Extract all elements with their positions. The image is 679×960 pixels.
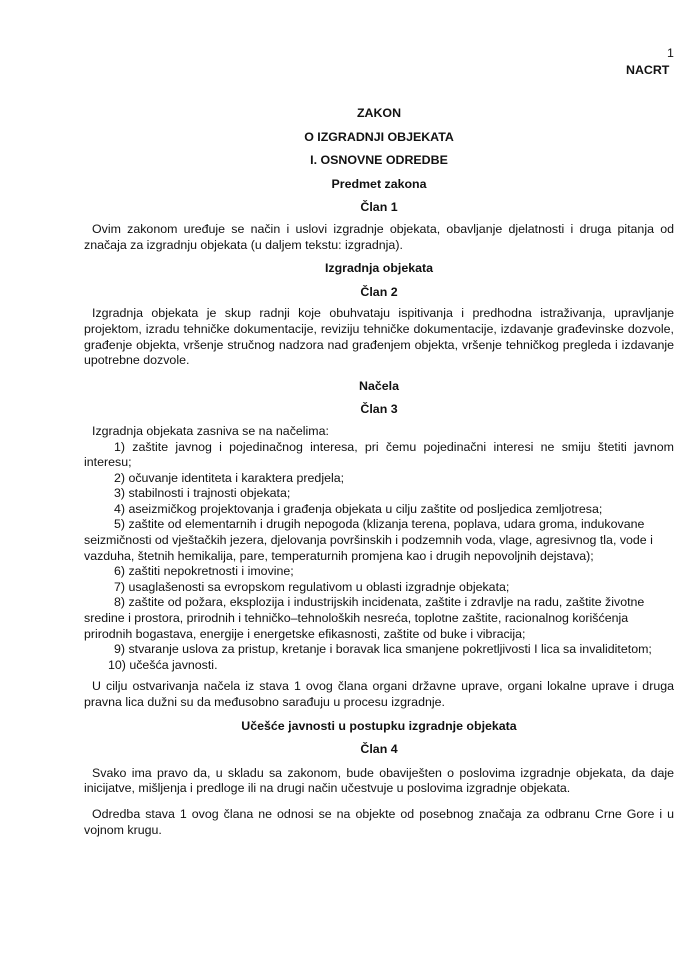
chapter-heading: I. OSNOVNE ODREDBE [310, 153, 448, 168]
article-2-text: Izgradnja objekata je skup radnji koje obuhvataju ispitivanja i predhodna istraživanja, upravljanje projektom, izradu tehničke dokumentacije, reviziju tehničke dokumentacije, izdavanje građevinske dozvole, građenje objekta, vršenje stručnog nadzora nad građenjem objekta, vršenje tehničkog pregleda i izdavanje upotrebne dozvole. [84, 306, 674, 368]
section-heading-4: Učešće javnosti u postupku izgradnje objekata [241, 718, 517, 733]
list-item: 9) stvaranje uslova za pristup, kretanje i boravak lica smanjene pokretljivosti I lica sa invaliditetom; [114, 642, 652, 657]
article-1-label: Član 1 [360, 200, 398, 215]
article-1-text: Ovim zakonom uređuje se način i uslovi izgradnje objekata, obavljanje djelatnosti i druga pitanja od značaja za izgradnju objekata (u daljem tekstu: izgradnja). [84, 221, 674, 252]
law-title: ZAKON [356, 106, 402, 120]
draft-label: NACRT [626, 63, 670, 77]
list-item: 7) usaglašenosti sa evropskom regulativom u oblasti izgradnje objekata; [114, 579, 510, 594]
list-item: 3) stabilnosti i trajnosti objekata; [114, 486, 291, 501]
section-heading-1: Predmet zakona [331, 176, 427, 191]
article-2-label: Član 2 [360, 284, 398, 299]
list-item: 2) očuvanje identiteta i karaktera predjela; [114, 470, 345, 485]
list-item: 10) učešća javnosti. [108, 657, 218, 672]
article-3-label: Član 3 [360, 402, 398, 417]
principles-list [84, 440, 674, 674]
page-number: 1 [667, 46, 674, 60]
list-item: 4) aseizmičkog projektovanja i građenja objekata u cilju zaštite od posljedica zemljotresa; [114, 501, 603, 516]
list-item: 1) zaštite javnog i pojedinačnog interesa, pri čemu pojedinačni interesi ne smiju štetiti javnom interesu; [84, 439, 674, 470]
article-4-label: Član 4 [360, 742, 398, 757]
list-item: 5) zaštite od elementarnih i drugih nepogoda (klizanja terena, poplava, udara groma, indukovane seizmičnosti od vještačkih jezera, djelovanja površinskih i podzemnih voda, vlage, agresivnog tla, vode i vazduha, štetnih hemikalija, pare, temperaturnih promjena kao i drugih nepovoljnih dejstava); [84, 517, 653, 563]
article-3-intro: Izgradnja objekata zasniva se na načelima: [92, 423, 329, 438]
article-4-text-2: Odredba stava 1 ovog člana ne odnosi se na objekte od posebnog značaja za odbranu Crne Gore i u vojnom krugu. [84, 806, 674, 837]
list-item: 8) zaštite od požara, eksplozija i industrijskih incidenata, zaštite i zdravlje na radu, zaštite životne sredine i prostora, prirodnih i tehničko–tehnoloških nesreća, toplotne zaštite, racionalnog korišćenja prirodnih bogastava, energije i energetske efikasnosti, zaštite od buke i vibracija; [84, 595, 645, 641]
list-item: 6) zaštiti nepokretnosti i imovine; [114, 564, 294, 579]
section-heading-3: Načela [359, 378, 399, 393]
section-heading-2: Izgradnja objekata [324, 261, 434, 276]
article-3-text-2: U cilju ostvarivanja načela iz stava 1 ovog člana organi državne uprave, organi lokalne uprave i druga pravna lica dužni su da međusobno sarađuju u procesu izgradnje. [84, 679, 674, 709]
article-4-text-1: Svako ima pravo da, u skladu sa zakonom, bude obaviješten o poslovima izgradnje objekata, da daje inicijatve, mišljenja i predloge ili na drugi način učestvuje u poslovima izgradnje objekata. [84, 765, 674, 796]
law-subtitle: O IZGRADNJI OBJEKATA [304, 129, 454, 144]
document-body [84, 44, 674, 838]
